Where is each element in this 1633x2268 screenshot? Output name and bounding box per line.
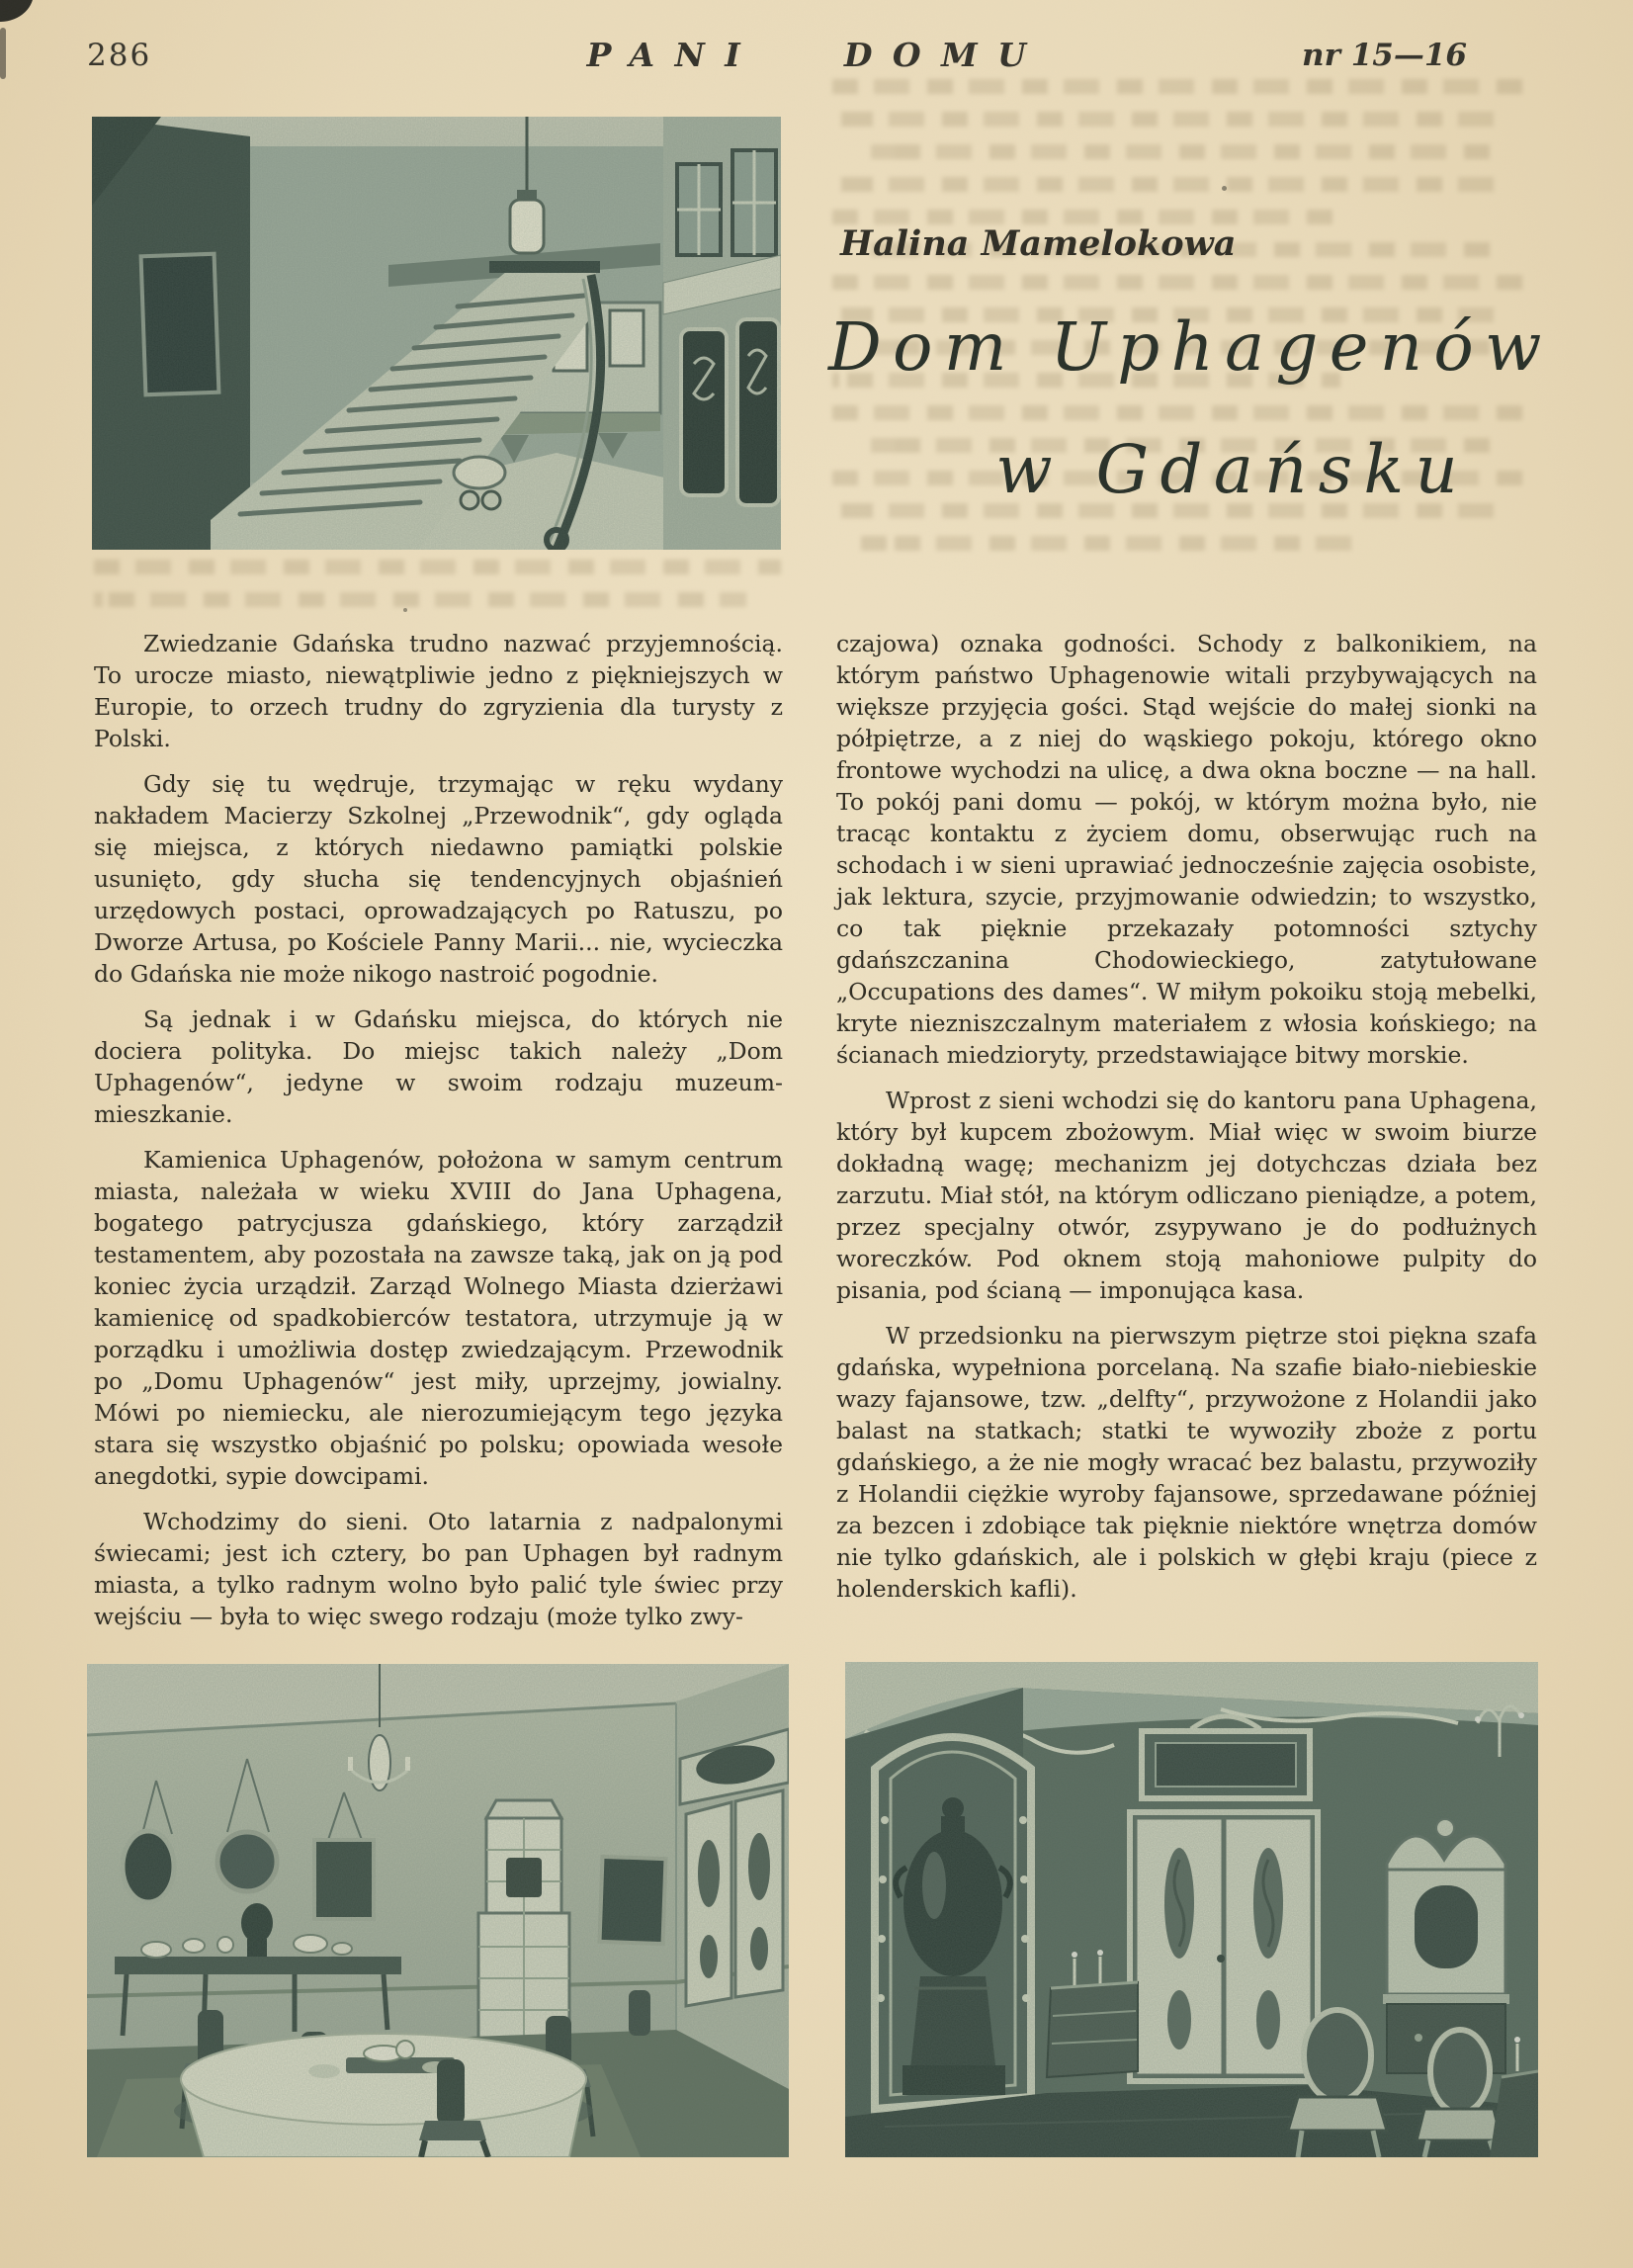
photo-dining-room xyxy=(87,1664,789,2157)
paper-blemish xyxy=(0,28,6,79)
paragraph: Wprost z sieni wchodzi się do kantoru pana Uphagena, który był kupcem zbożowym. Miał więc w swoim biurze dokładną wagę; mechanizm jej dotychczas działa bez zarzutu. Miał stół, na którym odliczano pieniądze, a potem, przez specjalny otwór, zsypywano je do podłużnych woreczków. Pod oknem stoją mahoniowe pulpity do pisania, pod ścianą — imponująca kasa. xyxy=(836,1087,1537,1304)
paragraph: Są jednak i w Gdańsku miejsca, do których nie dociera polityka. Do miejsc takich należy „Dom Uphagenów“, jedyne w swoim rodzaju muzeum-mieszkanie. xyxy=(94,1005,783,1128)
paragraph: czajowa) oznaka godności. Schody z balkonikiem, na którym państwo Uphagenowie witali przybywających na większe przyjęcia gości. Stąd wejście do małej sionki na półpiętrze, a z niej do wąskiego pokoju, którego okno frontowe wychodzi na ulicę, a dwa okna boczne — na hall. To pokój pani domu — pokój, w którym można było, nie tracąc kontaktu z życiem domu, obserwując ruch na schodach i w sieni uprawiać jednocześnie zajęcia osobiste, jak lektura, szycie, przyjmowanie odwiedzin; to wszystko, co tak pięknie przekazały potomności sztychy gdańszczanina Chodowieckiego, zatytułowane „Occupations des dames“. W miłym pokoiku stoją mebelki, kryte niezniszczalnym materiałem z włosia końskiego; na ścianach miedzioryty, przedstawiające bitwy morskie. xyxy=(836,630,1537,1069)
paragraph: W przedsionku na pierwszym piętrze stoi piękna szafa gdańska, wypełniona porcelaną. Na szafie biało-niebieskie wazy fajansowe, tzw. „delfty“, przywożone z Holandii jako balast na statkach; statki te wywoziły zboże z portu gdańskiego, a że nie mogły wracać bez balastu, przywoziły z Holandii ciężkie wyroby fajansowe, sprzedawane później za bezcen i zdobiące tak pięknie niektóre wnętrza domów nie tylko gdańskich, ale i polskich w głębi kraju (piece z holenderskich kafli). xyxy=(836,1322,1537,1603)
paragraph: Kamienica Uphagenów, położona w samym centrum miasta, należała w wieku XVIII do Jana Uphagena, bogatego patrycjusza gdańskiego, który zarządził testamentem, aby pozostała na zawsze taką, jak on ją pod koniec życia urządził. Zarząd Wolnego Miasta dzierżawi kamienicę od spadkobierców testatora, utrzymuje ją w porządku i umożliwia dostęp zwiedzającym. Przewodnik po „Domu Uphagenów“ jest miły, uprzejmy, jowialny. Mówi po niemiecku, ale nierozumiejącym tego języka stara się wszystko objaśnić po polsku; opowiada wesołe anegdotki, sypie dowcipami. xyxy=(94,1146,783,1490)
text-column-right xyxy=(836,628,1537,1618)
paragraph: Gdy się tu wędruje, trzymając w ręku wydany nakładem Macierzy Szkolnej „Przewodnik“, gdy ogląda się miejsca, z których niedawno pamiątki polskie usunięto, gdy słucha się tendencyjnych objaśnień urzędowych postaci, oprowadzających po Ratuszu, po Dworze Artusa, po Kościele Panny Marii... nie, wycieczka do Gdańska nie może nikogo nastroić pogodnie. xyxy=(94,770,783,988)
article-title-line1: Dom Uphagenów xyxy=(828,308,1553,386)
paragraph: Wchodzimy do sieni. Oto latarnia z nadpalonymi świecami; jest ich cztery, bo pan Uphagen był radnym miasta, a tylko radnym wolno było palić tyle świec przy wejściu — była to więc swego rodzaju (może tylko zwy- xyxy=(94,1508,783,1630)
paragraph: Zwiedzanie Gdańska trudno nazwać przyjemnością. To urocze miasto, niewątpliwie jedno z piękniejszych w Europie, to orzech trudny do zgryzienia dla turysty z Polski. xyxy=(94,630,783,752)
photo-salon-vase-doors xyxy=(845,1662,1538,2157)
article-title xyxy=(828,308,1553,508)
paper-blemish xyxy=(0,0,34,27)
text-column-left xyxy=(94,628,783,1646)
showthrough-ghost-text-small xyxy=(94,560,781,625)
paper-blemish xyxy=(403,608,407,612)
article-title-line2: w Gdańsku xyxy=(995,431,1469,508)
photo-entrance-hall-staircase xyxy=(92,117,781,550)
page-header xyxy=(0,36,1633,81)
page-number: 286 xyxy=(87,38,152,73)
issue-number: nr 15—16 xyxy=(1302,38,1467,73)
article-author: Halina Mamelokowa xyxy=(840,223,1237,264)
paper-blemish xyxy=(1222,186,1227,191)
magazine-title: PANI DOMU xyxy=(586,36,1047,74)
